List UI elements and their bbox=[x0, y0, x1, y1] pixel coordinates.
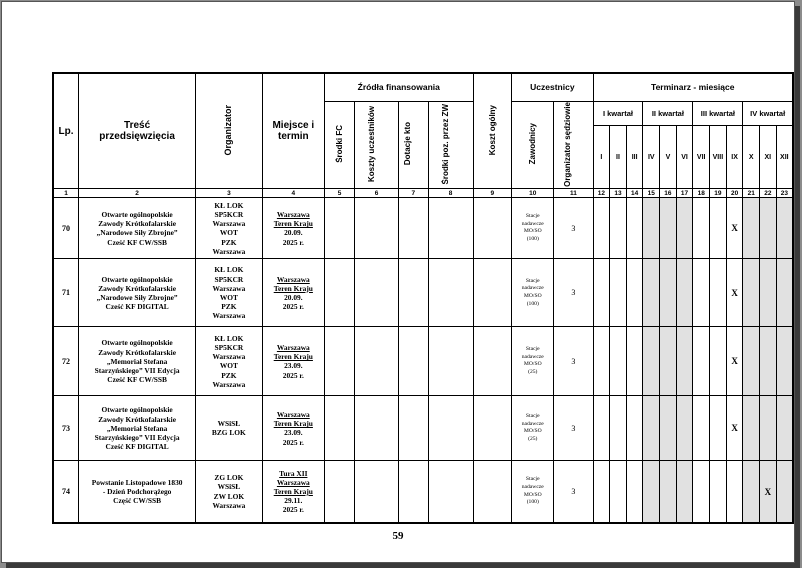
row-place-date bbox=[262, 198, 324, 259]
schedule-mark: X bbox=[726, 327, 743, 396]
row-organizer: KŁ LOK SP5KCR Warszawa WOT PZK Warszawa bbox=[196, 327, 263, 396]
document-page bbox=[1, 1, 795, 563]
row-place: Warszawa Teren Kraju bbox=[273, 343, 313, 362]
column-number: 5 bbox=[325, 189, 355, 198]
row-participants: Stacje nadawcze MO/SO (100) bbox=[512, 198, 554, 259]
header-kwartal-1: I kwartał bbox=[593, 101, 643, 125]
row-date: 20.09. 2025 r. bbox=[282, 228, 304, 247]
header-zrodla-finansowania: Źródła finansowania bbox=[325, 73, 474, 101]
row-lp: 74 bbox=[53, 461, 79, 523]
header-month-viii: VIII bbox=[710, 125, 727, 189]
header-organizator-sedziowie: Organizator sędziowie bbox=[554, 101, 593, 189]
row-participants: Stacje nadawcze MO/SO (25) bbox=[512, 327, 554, 396]
row-judges: 3 bbox=[554, 327, 593, 396]
table-row bbox=[53, 461, 793, 523]
column-number: 4 bbox=[262, 189, 324, 198]
row-lp: 71 bbox=[53, 259, 79, 327]
row-date: 29.11. 2025 r. bbox=[282, 496, 304, 515]
page-number: 59 bbox=[392, 530, 404, 542]
row-place: Warszawa Teren Kraju bbox=[273, 274, 313, 293]
header-terminarz: Terminarz - miesiące bbox=[593, 73, 793, 101]
header-srodki-poz: Środki poz. przez ZW bbox=[428, 101, 473, 189]
row-date: 23.09. 2025 r. bbox=[282, 428, 304, 447]
column-number: 11 bbox=[554, 189, 593, 198]
header-organizator: Organizator bbox=[196, 73, 263, 189]
header-month-iv: IV bbox=[643, 125, 660, 189]
row-place-date bbox=[262, 259, 324, 327]
column-number-row bbox=[53, 189, 793, 198]
header-kwartal-3: III kwartał bbox=[693, 101, 743, 125]
row-title: Otwarte ogólnopolskie Zawody Krótkofalarskie „Narodowe Siły Zbrojne” Cześć KF DIGITAL bbox=[79, 259, 196, 327]
header-lp: Lp. bbox=[53, 73, 79, 189]
header-month-i: I bbox=[593, 125, 610, 189]
column-number: 6 bbox=[355, 189, 399, 198]
header-tresc: Treść przedsięwzięcia bbox=[79, 73, 196, 189]
column-number: 7 bbox=[399, 189, 429, 198]
schedule-mark: X bbox=[726, 396, 743, 461]
table-row bbox=[53, 327, 793, 396]
column-number: 16 bbox=[660, 189, 677, 198]
column-number: 8 bbox=[428, 189, 473, 198]
column-number: 13 bbox=[610, 189, 627, 198]
row-place-date bbox=[262, 396, 324, 461]
column-number: 20 bbox=[726, 189, 743, 198]
schedule-table bbox=[52, 72, 794, 524]
row-date: 20.09. 2025 r. bbox=[282, 292, 304, 312]
column-number: 12 bbox=[593, 189, 610, 198]
schedule-mark: X bbox=[760, 461, 777, 523]
header-month-xii: XII bbox=[776, 125, 793, 189]
schedule-mark: X bbox=[726, 198, 743, 259]
schedule-mark: X bbox=[726, 259, 743, 327]
header-month-iii: III bbox=[626, 125, 643, 189]
row-organizer: KŁ LOK SP5KCR Warszawa WOT PZK Warszawa bbox=[196, 259, 263, 327]
column-number: 3 bbox=[196, 189, 263, 198]
header-month-ii: II bbox=[610, 125, 627, 189]
row-organizer: ZG LOK WSiSŁ ZW LOK Warszawa bbox=[196, 461, 263, 523]
column-number: 1 bbox=[53, 189, 79, 198]
row-judges: 3 bbox=[554, 461, 593, 523]
row-lp: 73 bbox=[53, 396, 79, 461]
column-number: 14 bbox=[626, 189, 643, 198]
row-judges: 3 bbox=[554, 259, 593, 327]
header-month-vii: VII bbox=[693, 125, 710, 189]
column-number: 23 bbox=[776, 189, 793, 198]
header-koszty-uczestnikow: Koszty uczestników bbox=[355, 101, 399, 189]
row-lp: 72 bbox=[53, 327, 79, 396]
row-place-date bbox=[262, 461, 324, 523]
column-number: 15 bbox=[643, 189, 660, 198]
row-place: Tura XII Warszawa Teren Kraju bbox=[273, 468, 313, 497]
header-month-ix: IX bbox=[726, 125, 743, 189]
row-title: Powstanie Listopadowe 1830 - Dzień Podchorążego Część CW/SSB bbox=[79, 461, 196, 523]
row-judges: 3 bbox=[554, 396, 593, 461]
table-row bbox=[53, 259, 793, 327]
header-kwartal-4: IV kwartał bbox=[743, 101, 793, 125]
row-date: 23.09. 2025 r. bbox=[282, 361, 304, 380]
row-judges: 3 bbox=[554, 198, 593, 259]
row-lp: 70 bbox=[53, 198, 79, 259]
row-participants: Stacje nadawcze MO/SO (25) bbox=[512, 396, 554, 461]
header-srodki-fc: Środki FC bbox=[325, 101, 355, 189]
column-number: 9 bbox=[473, 189, 512, 198]
row-organizer: WSiSŁ BZG LOK bbox=[196, 396, 263, 461]
column-number: 17 bbox=[676, 189, 693, 198]
header-dotacje: Dotacje kto bbox=[399, 101, 429, 189]
table-row bbox=[53, 198, 793, 259]
header-miejsce: Miejsce i termin bbox=[262, 73, 324, 189]
column-number: 19 bbox=[710, 189, 727, 198]
row-place: Warszawa Teren Kraju bbox=[273, 410, 313, 429]
column-number: 22 bbox=[760, 189, 777, 198]
row-title: Otwarte ogólnopolskie Zawody Krótkofalarskie „Memoriał Stefana Starzyńskiego” VII Edycja Cześć KF CW/SSB bbox=[79, 327, 196, 396]
row-participants: Stacje nadawcze MO/SO (100) bbox=[512, 259, 554, 327]
column-number: 21 bbox=[743, 189, 760, 198]
row-title: Otwarte ogólnopolskie Zawody Krótkofalarskie „Memoriał Stefana Starzyńskiego” VII Edycja Cześć KF DIGITAL bbox=[79, 396, 196, 461]
row-place: Warszawa Teren Kraju bbox=[273, 210, 313, 229]
row-participants: Stacje nadawcze MO/SO (100) bbox=[512, 461, 554, 523]
header-koszt-ogolny: Koszt ogólny bbox=[473, 73, 512, 189]
row-title: Otwarte ogólnopolskie Zawody Krótkofalarskie „Narodowe Siły Zbrojne” Cześć KF CW/SSB bbox=[79, 198, 196, 259]
row-organizer: KŁ LOK SP5KCR Warszawa WOT PZK Warszawa bbox=[196, 198, 263, 259]
table-row bbox=[53, 396, 793, 461]
header-month-xi: XI bbox=[760, 125, 777, 189]
header-month-v: V bbox=[660, 125, 677, 189]
header-kwartal-2: II kwartał bbox=[643, 101, 693, 125]
column-number: 10 bbox=[512, 189, 554, 198]
header-uczestnicy: Uczestnicy bbox=[512, 73, 593, 101]
row-place-date bbox=[262, 327, 324, 396]
column-number: 18 bbox=[693, 189, 710, 198]
header-month-x: X bbox=[743, 125, 760, 189]
header-month-vi: VI bbox=[676, 125, 693, 189]
header-zawodnicy: Zawodnicy bbox=[512, 101, 554, 189]
column-number: 2 bbox=[79, 189, 196, 198]
